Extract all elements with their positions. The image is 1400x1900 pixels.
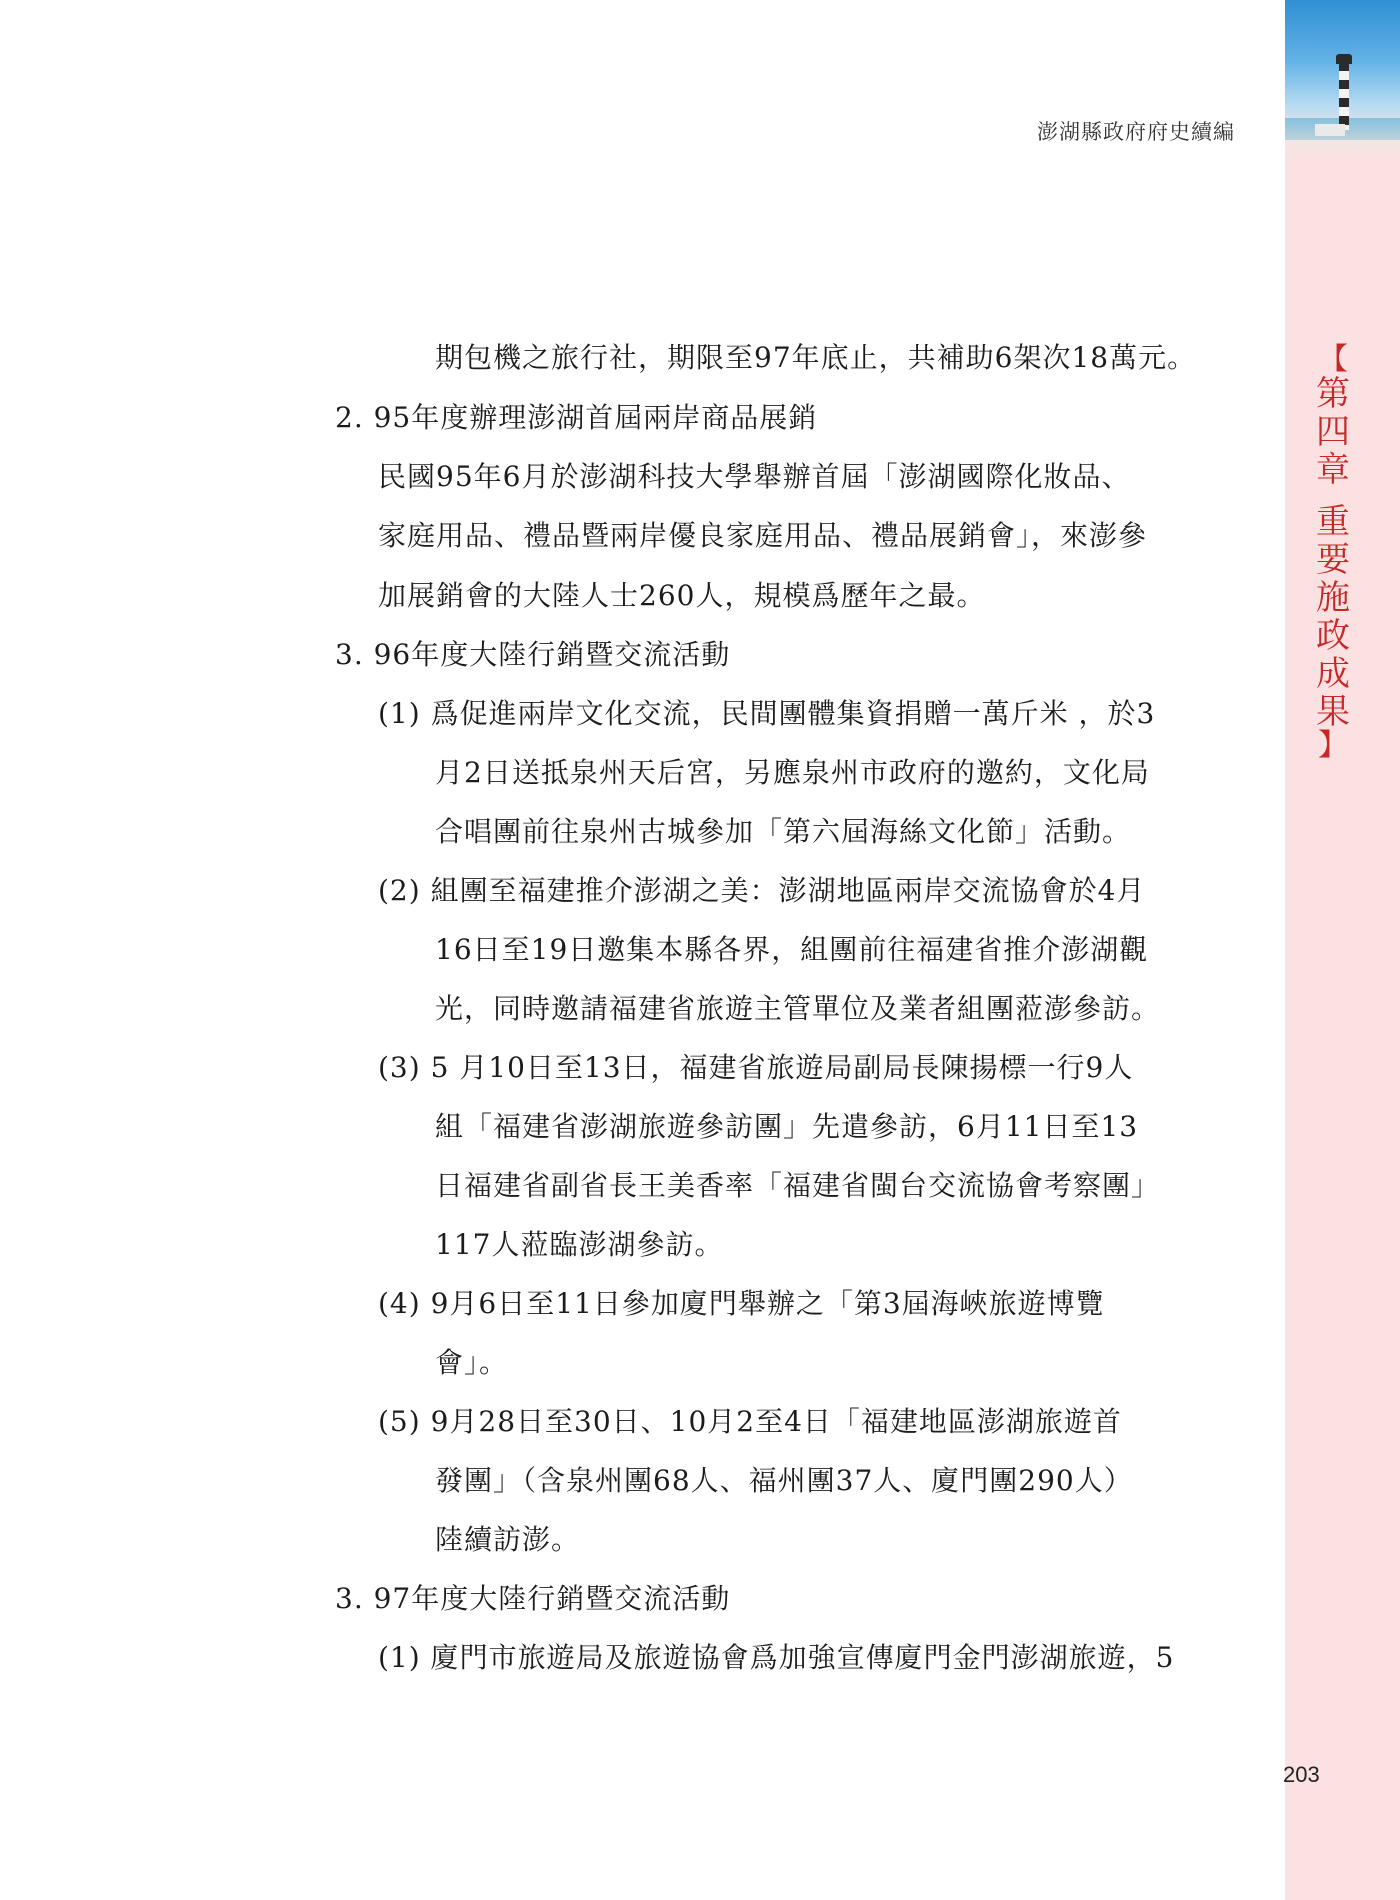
list-item-line: (1) 廈門市旅遊局及旅遊協會爲加強宣傳廈門金門澎湖旅遊，5 (378, 1641, 1175, 1674)
list-item-line: 月2日送抵泉州天后宮，另應泉州市政府的邀約，文化局 (435, 756, 1150, 789)
list-item-line: 光，同時邀請福建省旅遊主管單位及業者組團蒞澎參訪。 (435, 992, 1161, 1025)
chapter-open-bracket: 【 (1318, 342, 1348, 377)
list-item-line: 陸續訪澎。 (435, 1523, 581, 1556)
list-item-line: 日福建省副省長王美香率「福建省閩台交流協會考察團」 (435, 1169, 1161, 1202)
body-line: 期包機之旅行社，期限至97年底止，共補助6架次18萬元。 (435, 341, 1197, 374)
chapter-tab (1304, 342, 1362, 763)
section-heading: 3. 97年度大陸行銷暨交流活動 (335, 1582, 731, 1615)
body-line: 加展銷會的大陸人士260人，規模爲歷年之最。 (378, 579, 986, 612)
chapter-close-bracket: 】 (1318, 728, 1348, 763)
list-item-line: 組「福建省澎湖旅遊參訪團」先遣參訪，6月11日至13 (435, 1110, 1139, 1143)
list-item-line: 16日至19日邀集本縣各界，組團前往福建省推介澎湖觀 (435, 933, 1149, 966)
list-item-line: 117人蒞臨澎湖參訪。 (435, 1228, 724, 1261)
section-heading: 3. 96年度大陸行銷暨交流活動 (335, 638, 731, 671)
lighthouse-photo (1285, 0, 1400, 160)
chapter-title: 重要施政成果 (1316, 502, 1350, 732)
body-line: 民國95年6月於澎湖科技大學舉辦首屆「澎湖國際化妝品、 (378, 460, 1131, 493)
list-item-line: 合唱團前往泉州古城參加「第六屆海絲文化節」活動。 (435, 815, 1132, 848)
side-band (1285, 0, 1400, 1900)
chapter-label: 第四章 (1316, 374, 1350, 490)
list-item-line: (5) 9月28日至30日、10月2至4日「福建地區澎湖旅遊首 (378, 1405, 1122, 1438)
keeper-house (1315, 124, 1345, 136)
list-item-line: 會」。 (435, 1346, 509, 1379)
lighthouse-icon (1339, 62, 1349, 130)
section-heading: 2. 95年度辦理澎湖首屆兩岸商品展銷 (335, 401, 818, 434)
page-number: 203 (1283, 1762, 1320, 1787)
list-item-line: (4) 9月6日至11日參加廈門舉辦之「第3屆海峽旅遊博覽 (378, 1287, 1105, 1320)
list-item-line: (2) 組團至福建推介澎湖之美：澎湖地區兩岸交流協會於4月 (378, 874, 1146, 907)
list-item-line: 發團」（含泉州團68人、福州團37人、廈門團290人） (435, 1464, 1133, 1497)
list-item-line: (3) 5 月10日至13日，福建省旅遊局副局長陳揚標一行9人 (378, 1051, 1134, 1084)
running-header: 澎湖縣政府府史續編 (1037, 120, 1235, 144)
list-item-line: (1) 爲促進兩岸文化交流，民間團體集資捐贈一萬斤米 ，於3 (378, 697, 1156, 730)
body-line: 家庭用品、禮品暨兩岸優良家庭用品、禮品展銷會」，來澎參 (378, 519, 1148, 552)
